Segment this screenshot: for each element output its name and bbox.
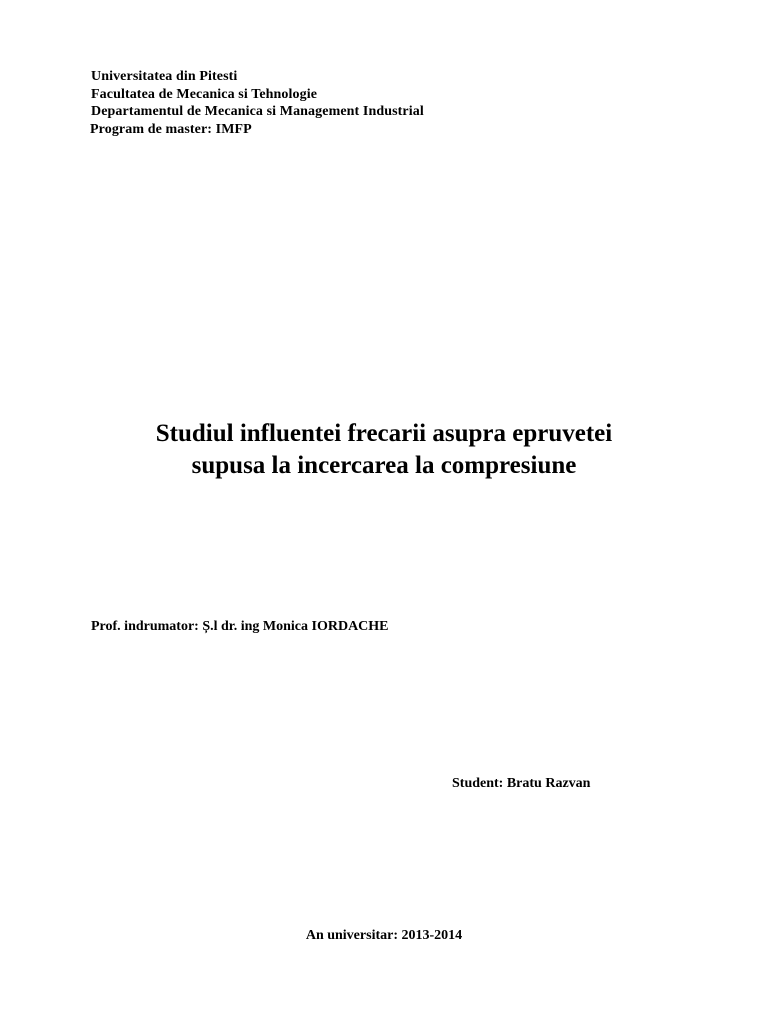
department-name: Departamentul de Mecanica si Management Industrial xyxy=(91,104,424,119)
faculty-name: Facultatea de Mecanica si Tehnologie xyxy=(91,86,318,102)
university-name: Universitatea din Pitesti xyxy=(91,69,238,84)
advisor-line: Prof. indrumator: Ș.l dr. ing Monica IORDACHE xyxy=(91,619,389,634)
master-program: Program de master: IMFP xyxy=(90,121,252,137)
title-line-2: supusa la incercarea la compresiune xyxy=(191,452,577,479)
student-line: Student: Bratu Razvan xyxy=(452,776,591,791)
document-title xyxy=(0,418,768,482)
title-line-1: Studiul influentei frecarii asupra epruvetei xyxy=(155,420,613,447)
academic-year-line: An universitar: 2013-2014 xyxy=(305,928,463,943)
institution-header xyxy=(91,68,424,138)
